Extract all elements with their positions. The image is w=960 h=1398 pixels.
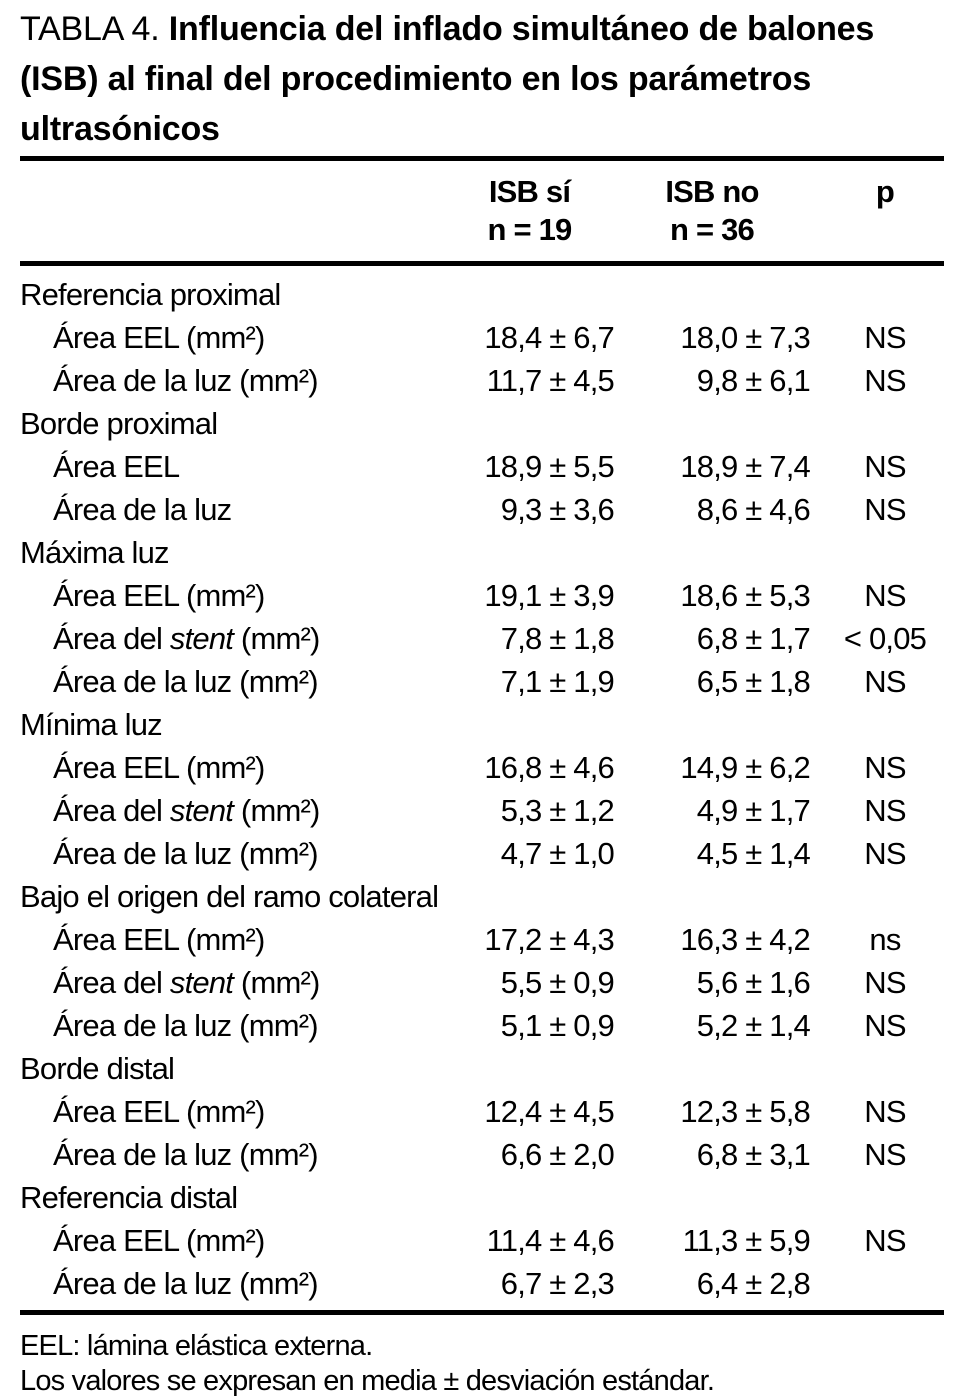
table-row xyxy=(20,875,944,918)
row-label xyxy=(20,1090,445,1133)
table-row xyxy=(20,961,944,1004)
isb-no-value: 4,5 ± 1,4 xyxy=(696,836,810,871)
table-row xyxy=(20,832,944,875)
row-label-text: Área EEL xyxy=(53,449,180,484)
isb-si-value: 7,1 ± 1,9 xyxy=(500,664,614,699)
table-row xyxy=(20,1047,944,1090)
p-value: NS xyxy=(864,1008,906,1043)
p-value: < 0,05 xyxy=(843,621,927,656)
row-label-text: Área de la luz (mm²) xyxy=(53,1008,318,1043)
isb-si-value: 4,7 ± 1,0 xyxy=(500,836,614,871)
table-row xyxy=(20,531,944,574)
footnote-values-note: Los valores se expresan en media ± desviación estándar. xyxy=(20,1365,715,1397)
p-value: NS xyxy=(864,320,906,355)
isb-si-value: 12,4 ± 4,5 xyxy=(484,1094,614,1129)
column-header-isb-si xyxy=(445,173,614,249)
isb-no-value: 6,5 ± 1,8 xyxy=(696,664,810,699)
table-header xyxy=(20,161,944,259)
row-label-text: Bajo el origen del ramo colateral xyxy=(20,879,439,914)
isb-no-value: 5,2 ± 1,4 xyxy=(696,1008,810,1043)
row-label-text: Área de la luz xyxy=(53,492,232,527)
isb-si-value: 6,6 ± 2,0 xyxy=(500,1137,614,1172)
row-label-text: Área del xyxy=(53,621,170,656)
row-label-text: Área EEL (mm²) xyxy=(53,578,265,613)
row-label xyxy=(20,832,445,875)
p-value: NS xyxy=(864,750,906,785)
p-value xyxy=(826,1262,944,1305)
isb-si-value: 9,3 ± 3,6 xyxy=(500,492,614,527)
row-label-text: Área EEL (mm²) xyxy=(53,1094,265,1129)
isb-no-value: 9,8 ± 6,1 xyxy=(696,363,810,398)
table-title-text-1: Influencia del inflado simultáneo de balones xyxy=(168,10,875,48)
row-label-text: Área de la luz (mm²) xyxy=(53,836,318,871)
column-header-isb-si-n: n = 19 xyxy=(487,212,572,247)
row-label-text: Borde proximal xyxy=(20,406,218,441)
column-header-isb-si-group: ISB sí xyxy=(488,174,571,209)
isb-si-value: 18,4 ± 6,7 xyxy=(484,320,614,355)
p-value: NS xyxy=(864,836,906,871)
isb-si-value: 19,1 ± 3,9 xyxy=(484,578,614,613)
table-row xyxy=(20,1176,944,1219)
p-value: NS xyxy=(864,965,906,1000)
table-title xyxy=(20,4,944,154)
row-label xyxy=(20,789,445,832)
row-label xyxy=(20,961,445,1004)
row-label-unit: (mm²) xyxy=(233,621,320,656)
p-value: NS xyxy=(864,793,906,828)
table-row xyxy=(20,1090,944,1133)
isb-no-value: 8,6 ± 4,6 xyxy=(696,492,810,527)
isb-no-value: 6,8 ± 1,7 xyxy=(696,621,810,656)
isb-si-value: 11,4 ± 4,6 xyxy=(486,1223,614,1258)
row-label xyxy=(20,445,445,488)
row-label xyxy=(20,1047,944,1090)
p-value: ns xyxy=(869,922,901,957)
row-label xyxy=(20,1004,445,1047)
isb-si-value: 18,9 ± 5,5 xyxy=(484,449,614,484)
isb-no-value: 6,8 ± 3,1 xyxy=(696,1137,810,1172)
table-row xyxy=(20,574,944,617)
table-footnotes xyxy=(20,1315,944,1398)
row-label-text: Área de la luz (mm²) xyxy=(53,664,318,699)
isb-no-value: 6,4 ± 2,8 xyxy=(696,1266,810,1301)
row-label-italic: stent xyxy=(169,793,234,828)
table-row xyxy=(20,488,944,531)
row-label xyxy=(20,359,445,402)
table-row xyxy=(20,617,944,660)
footnote-abbreviation: EEL: lámina elástica externa. xyxy=(20,1330,373,1362)
p-value: NS xyxy=(864,363,906,398)
table-row xyxy=(20,746,944,789)
table-body xyxy=(20,266,944,1308)
row-label xyxy=(20,531,944,574)
isb-no-value: 4,9 ± 1,7 xyxy=(696,793,810,828)
column-header-p xyxy=(826,173,944,249)
row-label-text: Referencia distal xyxy=(20,1180,238,1215)
table-title-line1 xyxy=(20,4,944,54)
row-label-text: Borde distal xyxy=(20,1051,175,1086)
row-label-text: Área de la luz (mm²) xyxy=(53,1266,318,1301)
column-header-isb-no-n: n = 36 xyxy=(670,212,754,247)
row-label xyxy=(20,617,445,660)
isb-si-value: 5,3 ± 1,2 xyxy=(500,793,614,828)
isb-si-value: 11,7 ± 4,5 xyxy=(486,363,614,398)
isb-no-value: 18,0 ± 7,3 xyxy=(680,320,810,355)
row-label xyxy=(20,316,445,359)
isb-no-value: 5,6 ± 1,6 xyxy=(696,965,810,1000)
row-label xyxy=(20,402,944,445)
table-row xyxy=(20,445,944,488)
row-label-text: Área EEL (mm²) xyxy=(53,922,265,957)
isb-si-value: 6,7 ± 2,3 xyxy=(500,1266,614,1301)
table-row xyxy=(20,789,944,832)
row-label-italic: stent xyxy=(169,621,234,656)
paper-table-page xyxy=(0,4,960,1398)
table-row xyxy=(20,703,944,746)
isb-no-value: 11,3 ± 5,9 xyxy=(682,1223,810,1258)
row-label-unit: (mm²) xyxy=(233,793,320,828)
table-row xyxy=(20,1004,944,1047)
row-label-text: Área de la luz (mm²) xyxy=(53,363,318,398)
table-row xyxy=(20,402,944,445)
row-label-text: Referencia proximal xyxy=(20,277,281,312)
header-spacer xyxy=(20,173,445,249)
row-label-text: Área EEL (mm²) xyxy=(53,1223,265,1258)
p-value: NS xyxy=(864,449,906,484)
p-value: NS xyxy=(864,492,906,527)
p-value: NS xyxy=(864,1223,906,1258)
isb-no-value: 12,3 ± 5,8 xyxy=(680,1094,810,1129)
p-value: NS xyxy=(864,664,906,699)
row-label-text: Área de la luz (mm²) xyxy=(53,1137,318,1172)
row-label-text: Mínima luz xyxy=(20,707,162,742)
row-label xyxy=(20,918,445,961)
column-header-p-label: p xyxy=(875,174,895,209)
row-label xyxy=(20,488,445,531)
isb-no-value: 16,3 ± 4,2 xyxy=(680,922,810,957)
row-label xyxy=(20,746,445,789)
row-label xyxy=(20,1133,445,1176)
column-header-isb-no-group: ISB no xyxy=(665,174,759,209)
row-label xyxy=(20,1219,445,1262)
table-row xyxy=(20,1219,944,1262)
isb-no-value: 14,9 ± 6,2 xyxy=(680,750,810,785)
row-label xyxy=(20,574,445,617)
table-row xyxy=(20,273,944,316)
isb-no-value: 18,6 ± 5,3 xyxy=(680,578,810,613)
row-label-text: Área del xyxy=(53,793,170,828)
row-label-text: Área EEL (mm²) xyxy=(53,750,265,785)
table-number: TABLA 4. xyxy=(20,10,160,48)
row-label-unit: (mm²) xyxy=(233,965,320,1000)
isb-si-value: 5,5 ± 0,9 xyxy=(500,965,614,1000)
row-label xyxy=(20,660,445,703)
table-title-line3: ultrasónicos xyxy=(20,110,220,148)
table-row xyxy=(20,316,944,359)
table-row xyxy=(20,359,944,402)
p-value: NS xyxy=(864,578,906,613)
isb-si-value: 16,8 ± 4,6 xyxy=(484,750,614,785)
table-title-line2: (ISB) al final del procedimiento en los parámetros xyxy=(20,60,812,98)
isb-no-value: 18,9 ± 7,4 xyxy=(680,449,810,484)
isb-si-value: 7,8 ± 1,8 xyxy=(500,621,614,656)
isb-si-value: 5,1 ± 0,9 xyxy=(500,1008,614,1043)
table-row xyxy=(20,918,944,961)
row-label xyxy=(20,1176,944,1219)
row-label xyxy=(20,273,944,316)
row-label-italic: stent xyxy=(169,965,234,1000)
row-label-text: Máxima luz xyxy=(20,535,169,570)
isb-si-value: 17,2 ± 4,3 xyxy=(484,922,614,957)
table-row xyxy=(20,1133,944,1176)
table-row xyxy=(20,1262,944,1305)
p-value: NS xyxy=(864,1137,906,1172)
row-label xyxy=(20,1262,445,1305)
row-label-text: Área del xyxy=(53,965,170,1000)
p-value: NS xyxy=(864,1094,906,1129)
row-label xyxy=(20,703,944,746)
column-header-isb-no xyxy=(614,173,826,249)
row-label xyxy=(20,875,944,918)
table-row xyxy=(20,660,944,703)
row-label-text: Área EEL (mm²) xyxy=(53,320,265,355)
